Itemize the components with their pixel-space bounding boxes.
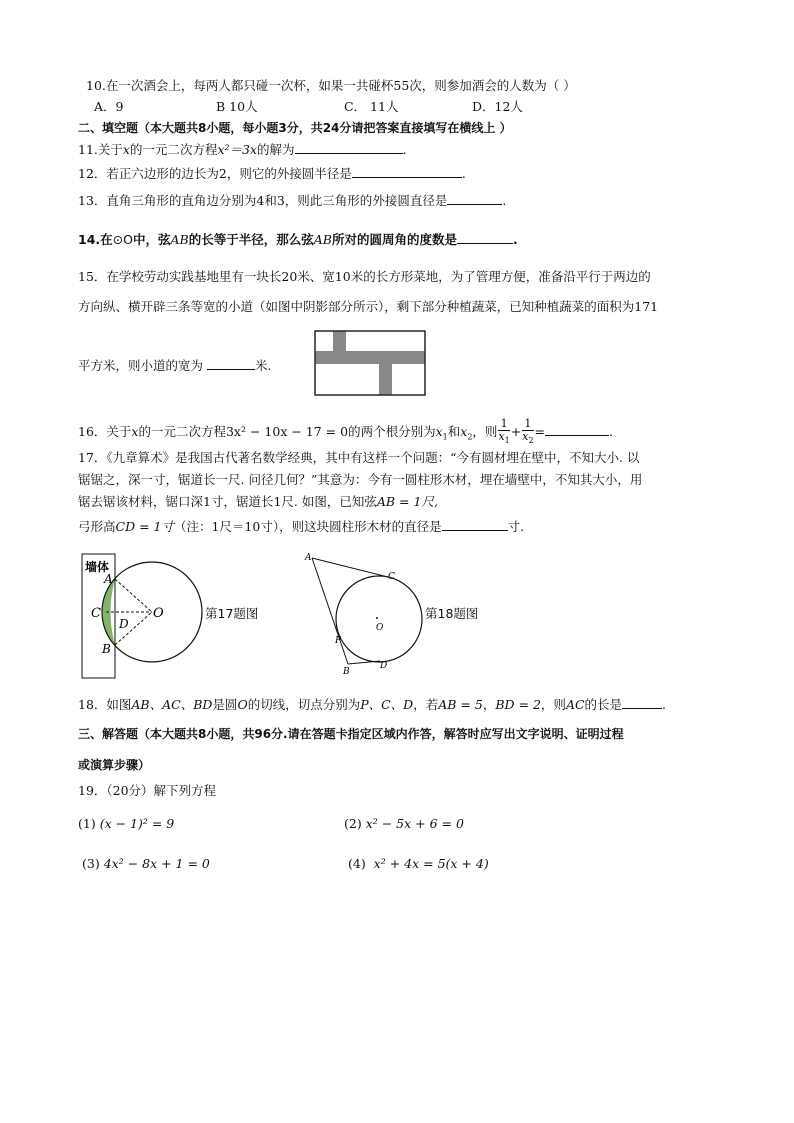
q19-title: 19．（20分）解下列方程	[78, 783, 217, 798]
q15-answer-blank	[207, 357, 255, 370]
q17-line3: 锯去锯该材料，锯口深1寸，锯道长1尺. 如图，已知弦AB = 1尺,	[78, 494, 438, 509]
q19-part1: (1) (x − 1)² = 9	[78, 816, 175, 831]
q10-option-a: A．9	[94, 99, 124, 114]
fig18-label-b: B	[343, 667, 350, 677]
fig17-wall-label: 墙体	[85, 560, 110, 574]
q14-answer-blank	[457, 231, 513, 244]
q10-option-d: D．12人	[472, 99, 523, 114]
q10-option-c: C． 11人	[344, 99, 399, 114]
q19-part4: (4) x² + 4x = 5(x + 4)	[348, 856, 489, 871]
q16-fraction-2: $\frac{1}{x_2}$	[522, 417, 534, 446]
q17-line4: 弓形高CD = 1寸（注：1尺＝10寸），则这块圆柱形木材的直径是 寸.	[78, 519, 525, 534]
q15-line1: 15．在学校劳动实践基地里有一块长20米、宽10米的长方形菜地，为了管理方便，准备沿平行于两边的	[78, 269, 651, 284]
q11-equation: x²＝3x	[217, 142, 258, 157]
q17-line1: 17．《九章算术》是我国古代著名数学经典，其中有这样一个问题：“今有圆材埋在壁中，不知大小. 以	[78, 450, 640, 465]
fig18-diagram	[300, 550, 430, 680]
section3-heading-line2: 或演算步骤）	[78, 758, 151, 772]
q11: 11.关于x的一元二次方程x²＝3x的解为 .	[78, 142, 407, 157]
fig18-label-a: A	[305, 553, 312, 563]
fig18-label-d: D	[380, 661, 388, 671]
fig17-label-c: C	[91, 606, 101, 621]
q19-part2: (2) x² − 5x + 6 = 0	[344, 816, 464, 831]
q16-equation: 3x² − 10x − 17 = 0	[225, 424, 349, 440]
fig18-label-p: P	[335, 636, 342, 646]
q10-stem: 10.在一次酒会上，每两人都只碰一次杯，如果一共碰杯55次，则参加酒会的人数为（ ）	[86, 78, 576, 93]
q16-answer-blank	[545, 423, 609, 436]
q19-part3: (3) 4x² − 8x + 1 = 0	[82, 856, 210, 871]
q16: 16．关于x的一元二次方程3x² − 10x − 17 = 0的两个根分别为$x_1$和$x_2$，则 $\frac{1}{x_1}$ + $\frac{1}{x_2}$ = .	[78, 417, 614, 446]
q18-answer-blank	[622, 696, 662, 709]
q17-line2: 锯锯之，深一寸，锯道长一尺. 问径几何？”其意为：今有一圆柱形木材，埋在墙壁中，不知其大小，用	[78, 472, 643, 487]
q15-line3: 平方米，则小道的宽为 米.	[78, 358, 272, 373]
fig17-label-b: B	[102, 642, 111, 656]
q14: 14.在⊙O中，弦AB的长等于半径，那么弦AB所对的圆周角的度数是 .	[78, 232, 518, 247]
q12-answer-blank	[352, 165, 462, 178]
fig17-label-a: A	[104, 572, 113, 586]
q17-answer-blank	[442, 518, 508, 531]
fig18-caption: 第18题图	[425, 606, 479, 621]
fig18-label-c: C	[388, 572, 395, 582]
q10-option-b: B 10人	[216, 99, 258, 114]
q15-line2: 方向纵、横开辟三条等宽的小道（如图中阴影部分所示），剩下部分种植蔬菜，已知种植蔬菜的面积为171	[78, 299, 659, 314]
section2-heading: 二、填空题（本大题共8小题，每小题3分，共24分请把答案直接填写在横线上 ）	[78, 121, 512, 135]
q15-field-figure	[314, 330, 426, 396]
q13: 13．直角三角形的直角边分别为4和3，则此三角形的外接圆直径是 .	[78, 193, 507, 208]
q13-answer-blank	[447, 192, 502, 205]
q18: 18．如图AB、AC、BD是圆O的切线，切点分别为P、C、D，若AB = 5，BD = 2，则AC的长是 .	[78, 697, 667, 712]
fig18-label-o: O	[376, 623, 384, 633]
section3-heading-line1: 三、解答题（本大题共8小题，共96分.请在答题卡指定区域内作答，解答时应写出文字说明、证明过程	[78, 727, 624, 741]
q11-answer-blank	[295, 141, 403, 154]
fig17-label-d: D	[119, 617, 129, 631]
fig17-label-o: O	[153, 606, 164, 621]
q12: 12．若正六边形的边长为2，则它的外接圆半径是 .	[78, 166, 466, 181]
fig17-caption: 第17题图	[205, 606, 259, 621]
q16-fraction-1: $\frac{1}{x_1}$	[498, 417, 510, 446]
